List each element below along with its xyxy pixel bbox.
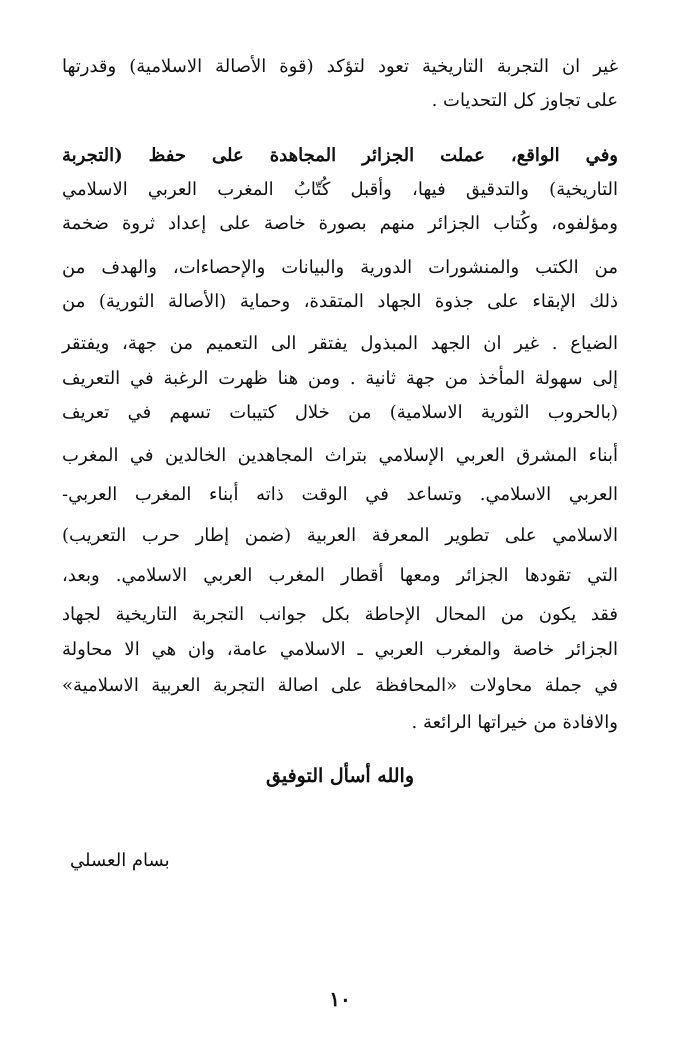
paragraph-2-line-10: العربي الاسلامي. وتساعد في الوقت ذاته أبناء المغرب العربي- bbox=[62, 484, 618, 505]
paragraph-2-line-2: التاريخية) والتدقيق فيها، وأقبل كُتّابُ المغرب العربي الاسلامي bbox=[62, 179, 618, 200]
paragraph-2-line-15: في جملة محاولات «المحافظة على اصالة التجربة العربية الاسلامية» bbox=[62, 675, 618, 696]
paragraph-2-line-8: (بالحروب الثورية الاسلامية) من خلال كتيبات تسهم في تعريف bbox=[62, 402, 618, 423]
paragraph-2-line-4: من الكتب والمنشورات الدورية والبيانات والإحصاءات، والهدف من bbox=[62, 257, 618, 278]
paragraph-2-line-3: ومؤلفوه، وكُتاب الجزائر منهم بصورة خاصة على إعداد ثروة ضخمة bbox=[62, 213, 618, 234]
paragraph-2-line-1: وفي الواقع، عملت الجزائر المجاهدة على حفظ (التجربة bbox=[62, 145, 618, 166]
paragraph-2-line-12: التي تقودها الجزائر ومعها أقطار المغرب العربي الاسلامي. وبعد، bbox=[62, 565, 618, 586]
paragraph-2-line-13: فقد يكون من المحال الإحاطة بكل جوانب التجربة التاريخية لجهاد bbox=[62, 604, 618, 625]
page-number: ١٠ bbox=[329, 987, 351, 1011]
closing-line: والله أسأل التوفيق bbox=[265, 765, 415, 787]
paragraph-2-line-11: الاسلامي على تطوير المعرفة العربية (ضمن إطار حرب التعريب) bbox=[62, 525, 618, 546]
paragraph-2-line-16: والافادة من خيراتها الرائعة . bbox=[411, 712, 618, 733]
paragraph-2-line-14: الجزائر خاصة والمغرب العربي ـ الاسلامي عامة، وان هي الا محاولة bbox=[62, 639, 618, 660]
paragraph-1-line-1: غير ان التجربة التاريخية تعود لتؤكد (قوة الأصالة الاسلامية) وقدرتها bbox=[62, 56, 618, 77]
paragraph-2-line-6: الضياع . غير ان الجهد المبذول يفتقر الى التعميم من جهة، ويفتقر bbox=[62, 333, 618, 354]
author-signature: بسام العسلي bbox=[70, 850, 170, 871]
paragraph-2-line-7: إلى سهولة المأخذ من جهة ثانية . ومن هنا ظهرت الرغبة في التعريف bbox=[62, 368, 618, 389]
paragraph-1-line-2: على تجاوز كل التحديات . bbox=[431, 90, 618, 111]
paragraph-2-line-5: ذلك الإبقاء على جذوة الجهاد المتقدة، وحماية (الأصالة الثورية) من bbox=[62, 291, 618, 312]
paragraph-2-line-9: أبناء المشرق العربي الإسلامي بتراث المجاهدين الخالدين في المغرب bbox=[62, 445, 618, 466]
